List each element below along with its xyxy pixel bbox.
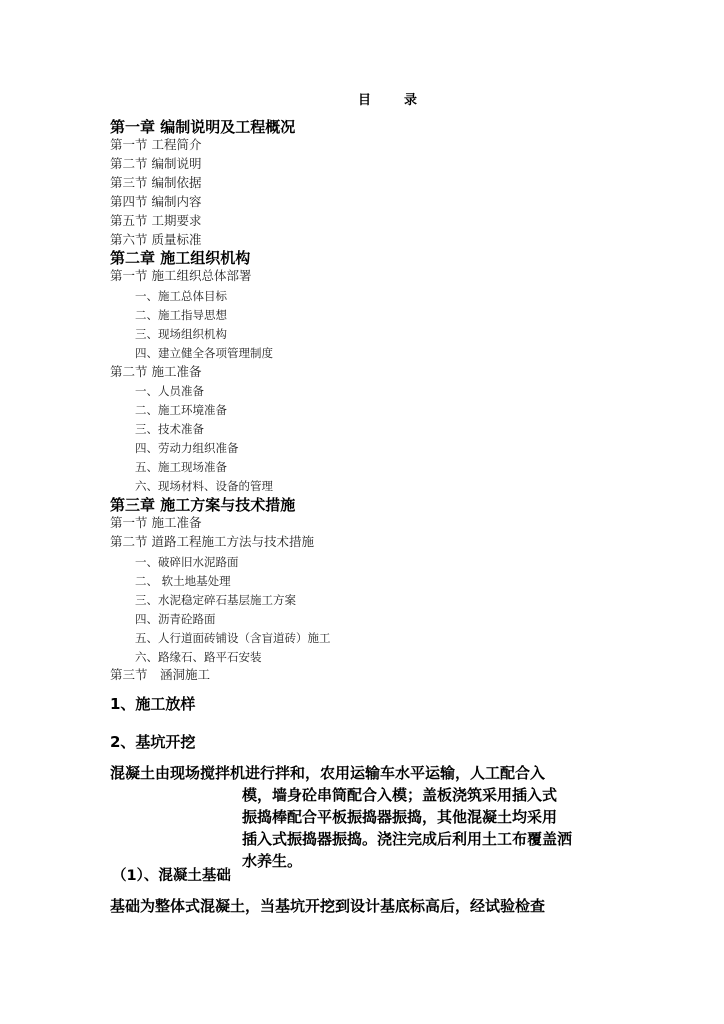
toc-subsection: 四、劳动力组织准备 (135, 441, 239, 455)
toc-subsection: 六、路缘石、路平石安装 (135, 650, 262, 664)
paragraph-foundation: 基础为整体式混凝土，当基坑开挖到设计基底标高后，经试验检查 (110, 897, 546, 915)
toc-subsection: 三、现场组织机构 (135, 327, 227, 341)
toc-subsection: 六、现场材料、设备的管理 (135, 479, 273, 493)
toc-section: 第一节 施工组织总体部署 (110, 268, 252, 283)
toc-section: 第三节 涵洞施工 (110, 667, 211, 682)
toc-subsection: 五、人行道面砖铺设（含盲道砖）施工 (135, 631, 331, 645)
toc-subsection: 五、施工现场准备 (135, 460, 227, 474)
heading-concrete-foundation: （1）、混凝土基础 (112, 868, 231, 884)
paragraph-concrete-line: 模，墙身砼串筒配合入模；盖板浇筑采用插入式 (242, 786, 558, 804)
toc-section: 第一节 工程简介 (110, 137, 202, 152)
paragraph-concrete-line: 混凝土由现场搅拌机进行拌和，农用运输车水平运输，人工配合入 (110, 764, 546, 782)
toc-subsection: 二、施工环境准备 (135, 403, 227, 417)
heading-excavation: 2、基坑开挖 (110, 733, 196, 751)
toc-section: 第二节 编制说明 (110, 156, 202, 171)
toc-subsection: 二、 软土地基处理 (135, 574, 231, 588)
toc-subsection: 四、沥青砼路面 (135, 612, 216, 626)
toc-subsection: 一、施工总体目标 (135, 289, 227, 303)
toc-section: 第二节 施工准备 (110, 364, 202, 379)
paragraph-concrete-line: 插入式振捣器振捣。浇注完成后利用土工布覆盖洒 (242, 830, 573, 848)
paragraph-concrete-line: 振捣棒配合平板振捣器振捣，其他混凝土均采用 (242, 808, 558, 826)
toc-section: 第六节 质量标准 (110, 232, 202, 247)
paragraph-concrete-line: 水养生。 (242, 852, 303, 870)
toc-section: 第五节 工期要求 (110, 213, 202, 228)
chapter-1-heading: 第一章 编制说明及工程概况 (110, 118, 296, 136)
chapter-3-heading: 第三章 施工方案与技术措施 (110, 496, 296, 514)
toc-section: 第一节 施工准备 (110, 515, 202, 530)
toc-subsection: 三、水泥稳定碎石基层施工方案 (135, 593, 296, 607)
toc-section: 第三节 编制依据 (110, 175, 202, 190)
toc-section: 第四节 编制内容 (110, 194, 202, 209)
heading-layout: 1、施工放样 (110, 695, 196, 713)
toc-title: 目 录 (358, 93, 428, 108)
toc-subsection: 二、施工指导思想 (135, 308, 227, 322)
toc-subsection: 一、破碎旧水泥路面 (135, 555, 239, 569)
chapter-2-heading: 第二章 施工组织机构 (110, 249, 251, 267)
toc-subsection: 四、建立健全各项管理制度 (135, 346, 273, 360)
toc-section: 第二节 道路工程施工方法与技术措施 (110, 534, 314, 549)
toc-subsection: 三、技术准备 (135, 422, 204, 436)
toc-subsection: 一、人员准备 (135, 384, 204, 398)
